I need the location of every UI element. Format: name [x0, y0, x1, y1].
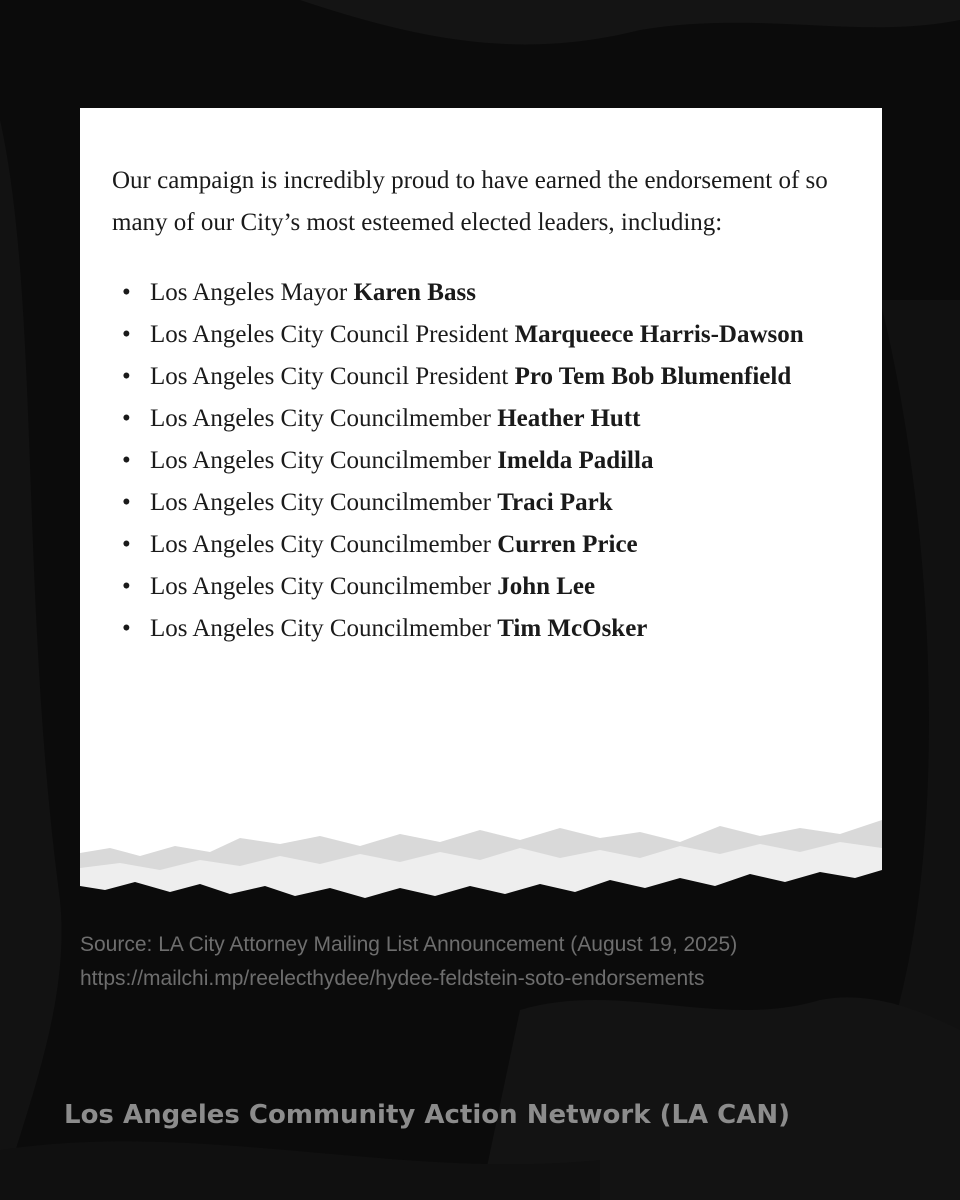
list-item: [112, 524, 832, 566]
endorser-name: Imelda Padilla: [497, 447, 654, 474]
endorser-title: Los Angeles City Council President: [150, 363, 509, 390]
endorsement-list: [112, 272, 832, 650]
endorser-name: Traci Park: [497, 489, 613, 516]
endorser-name: Heather Hutt: [497, 405, 641, 432]
endorser-title: Los Angeles City Councilmember: [150, 615, 491, 642]
endorser-name: Karen Bass: [353, 279, 476, 306]
source-line: Source: LA City Attorney Mailing List Announcement (August 19, 2025): [80, 933, 738, 956]
organization-name: Los Angeles Community Action Network (LA CAN): [64, 1100, 791, 1130]
list-item: [112, 272, 832, 314]
endorser-title: Los Angeles City Councilmember: [150, 447, 491, 474]
source-citation: [80, 928, 900, 996]
list-item: [112, 608, 832, 650]
card-text: [112, 160, 832, 650]
source-url: https://mailchi.mp/reelecthydee/hydee-feldstein-soto-endorsements: [80, 967, 705, 990]
list-item: [112, 440, 832, 482]
endorser-title: Los Angeles City Councilmember: [150, 405, 491, 432]
bullet-icon: •: [122, 447, 131, 474]
endorser-title: Los Angeles Mayor: [150, 279, 348, 306]
endorser-name: Pro Tem Bob Blumenfield: [514, 363, 792, 390]
endorser-name: Curren Price: [497, 531, 638, 558]
bullet-icon: •: [122, 573, 131, 600]
bullet-icon: •: [122, 489, 131, 516]
list-item: [112, 314, 832, 356]
list-item: [112, 398, 832, 440]
list-item: [112, 566, 832, 608]
bullet-icon: •: [122, 615, 131, 642]
list-item: [112, 482, 832, 524]
endorsement-card: [80, 108, 882, 898]
endorser-title: Los Angeles City Councilmember: [150, 573, 491, 600]
bullet-icon: •: [122, 531, 131, 558]
intro-paragraph: Our campaign is incredibly proud to have earned the endorsement of so many of our City’s most esteemed elected leaders, including:: [112, 167, 828, 236]
endorser-name: Tim McOsker: [497, 615, 648, 642]
endorser-name: John Lee: [497, 573, 596, 600]
torn-paper-edge: [80, 808, 882, 908]
list-item: [112, 356, 832, 398]
endorser-title: Los Angeles City Council President: [150, 321, 509, 348]
bullet-icon: •: [122, 279, 131, 306]
endorser-name: Marqueece Harris-Dawson: [514, 321, 804, 348]
endorser-title: Los Angeles City Councilmember: [150, 531, 491, 558]
bullet-icon: •: [122, 363, 131, 390]
bullet-icon: •: [122, 405, 131, 432]
endorser-title: Los Angeles City Councilmember: [150, 489, 491, 516]
bullet-icon: •: [122, 321, 131, 348]
